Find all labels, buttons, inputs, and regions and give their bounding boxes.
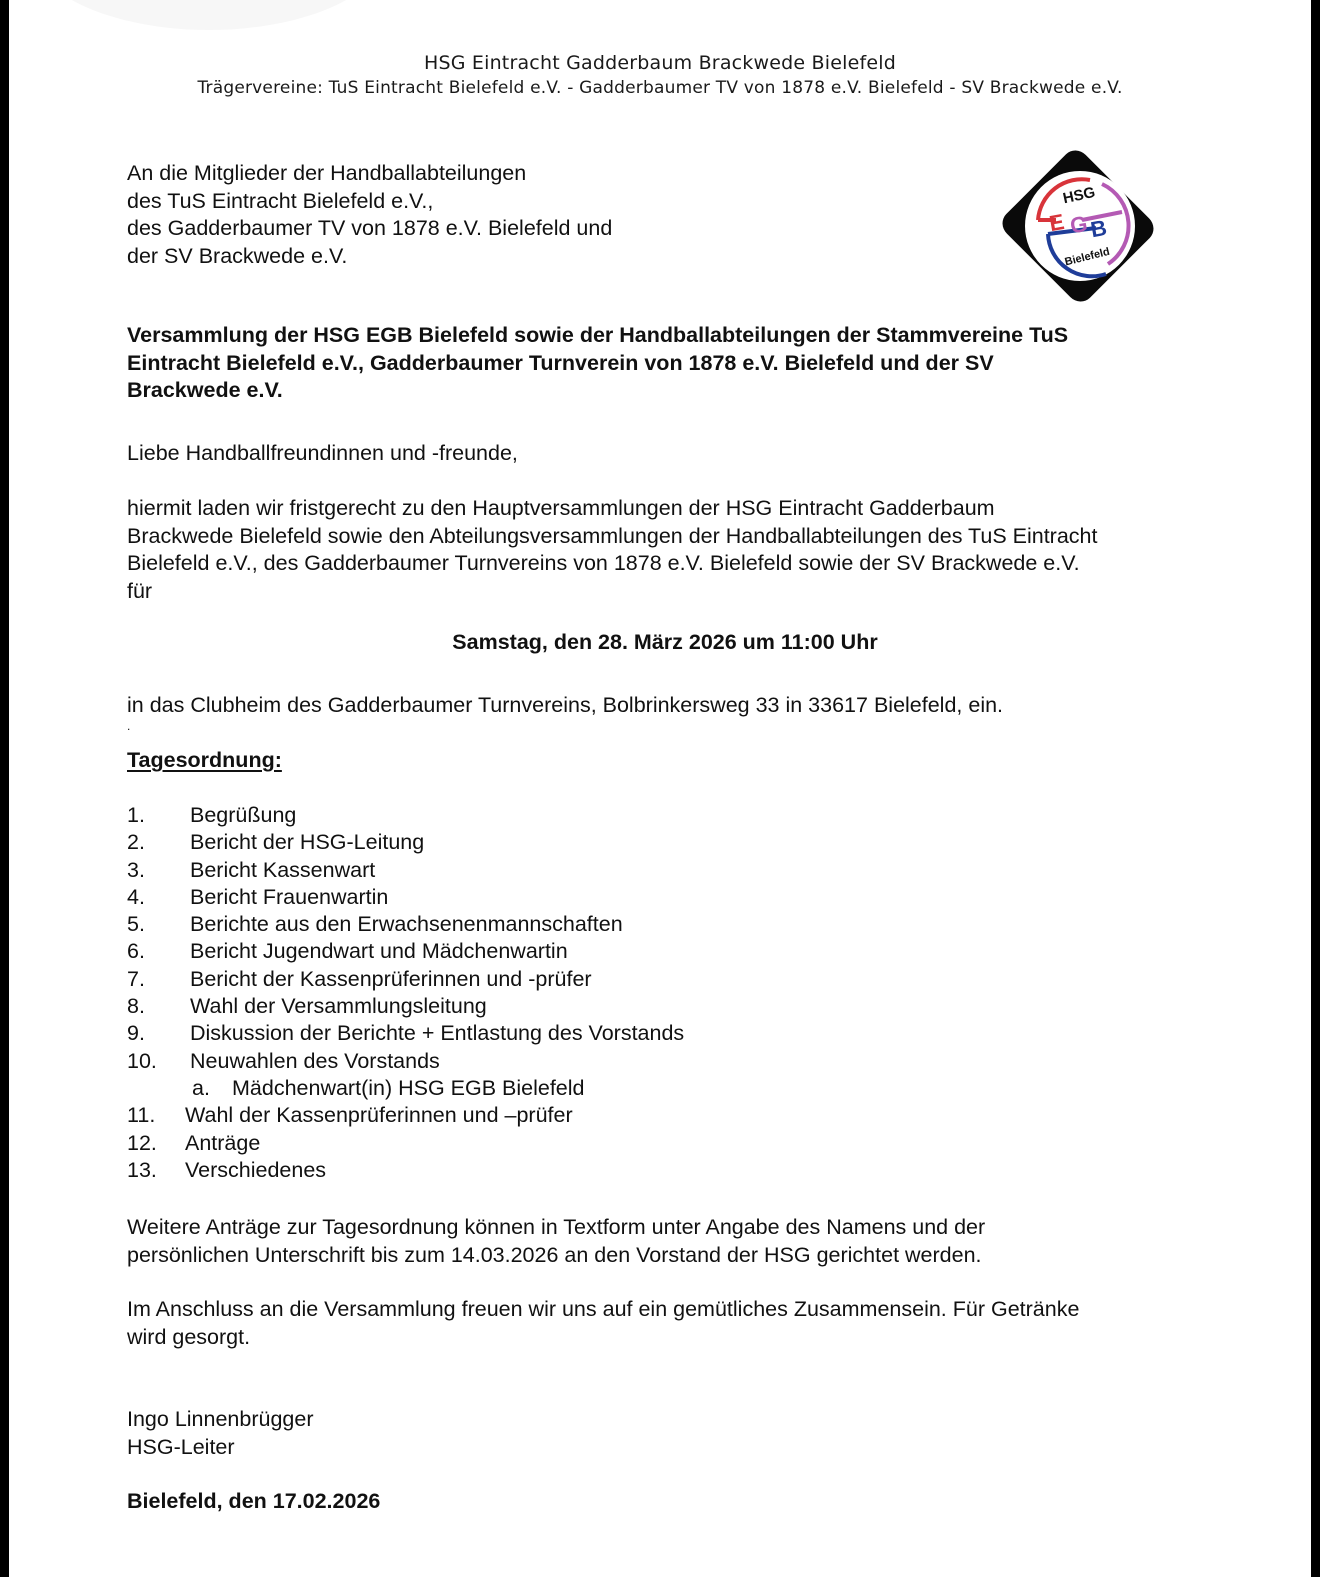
agenda-item-label: Berichte aus den Erwachsenenmannschaften [190,912,623,937]
place-and-date: Bielefeld, den 17.02.2026 [127,1489,381,1513]
further-motions-paragraph [127,1214,985,1269]
intro-line: hiermit laden wir fristgerecht zu den Hauptversammlungen der HSG Eintracht Gadderbaum [127,496,995,520]
agenda-item-label: Wahl der Versammlungsleitung [190,994,487,1019]
logo-letter-b: B [1088,214,1109,243]
meeting-location: in das Clubheim des Gadderbaumer Turnvereins, Bolbrinkersweg 33 in 33617 Bielefeld, ein. [127,693,1004,717]
agenda-item-number: 2. [127,830,145,855]
letterhead-title: HSG Eintracht Gadderbaum Brackwede Bielefeld [423,52,897,74]
signature-block [127,1406,314,1461]
intro-line: für [127,578,153,603]
intro-line: Bielefeld e.V., des Gadderbaumer Turnvereins von 1878 e.V. Bielefeld sowie der SV Brackwede e.V. [127,551,1080,575]
letterhead-subtitle: Trägervereine: TuS Eintracht Bielefeld e.V. - Gadderbaumer TV von 1878 e.V. Bielefeld - SV Brackwede e.V. [197,78,1123,98]
agenda-item-number: 9. [127,1021,145,1046]
subject-line: Versammlung der HSG EGB Bielefeld sowie der Handballabteilungen der Stammvereine TuS [127,323,1069,347]
agenda-item-label: Wahl der Kassenprüferinnen und –prüfer [185,1103,573,1128]
closing-paragraph [127,1296,1079,1351]
signer-role: HSG-Leiter [127,1434,235,1459]
right-frame-edge [1311,0,1320,1577]
agenda-item-label: Bericht der HSG-Leitung [190,830,425,855]
greeting: Liebe Handballfreundinnen und -freunde, [127,441,518,465]
agenda-item-label: Diskussion der Berichte + Entlastung des Vorstands [190,1021,685,1046]
subject-line: Brackwede e.V. [127,378,283,402]
agenda-item-label: Bericht Frauenwartin [190,884,389,909]
left-frame-edge [0,0,9,1577]
hsg-egb-logo-icon [992,146,1164,306]
agenda-item-number: 7. [127,966,145,991]
meeting-date: Samstag, den 28. März 2026 um 11:00 Uhr [452,630,878,654]
agenda-item-number: 10. [127,1048,157,1073]
agenda-item-label: Neuwahlen des Vorstands [190,1048,440,1073]
intro-line: Brackwede Bielefeld sowie den Abteilungsversammlungen der Handballabteilungen des TuS Eintracht [127,523,1098,548]
page-shadow [29,0,389,30]
further-motions-line: persönlichen Unterschrift bis zum 14.03.2026 an den Vorstand der HSG gerichtet werden. [127,1242,982,1267]
closing-line: Im Anschluss an die Versammlung freuen wir uns auf ein gemütliches Zusammensein. Für Getränke [127,1297,1080,1321]
logo-letter-e: E [1047,209,1067,237]
agenda-item-number: 1. [127,803,145,827]
agenda-item-number: 6. [127,939,145,964]
logo-hsg-text: HSG [1061,183,1097,208]
subject-line: Eintracht Bielefeld e.V., Gadderbaumer Turnverein von 1878 e.V. Bielefeld und der SV [127,350,994,375]
agenda-item-label: Bericht Kassenwart [190,857,376,882]
agenda-item-label: Begrüßung [190,803,297,827]
logo-letter-g: G [1068,210,1090,239]
stray-dot: . [127,719,131,733]
recipient-line: der SV Brackwede e.V. [127,243,348,268]
recipient-line: des TuS Eintracht Bielefeld e.V., [127,188,434,213]
logo-bielefeld-text: Bielefeld [1063,245,1111,269]
agenda-item-number: 3. [127,857,145,882]
agenda-item-number: 13. [127,1157,157,1182]
agenda-item-number: 11. [127,1103,156,1128]
recipients-block [127,160,612,270]
agenda-item-number: 5. [127,912,145,937]
agenda-item-label: Bericht der Kassenprüferinnen und -prüfer [190,966,592,991]
agenda-item-number: 4. [127,884,145,909]
agenda-item-number: 8. [127,994,145,1019]
further-motions-line: Weitere Anträge zur Tagesordnung können in Textform unter Angabe des Namens und der [127,1215,986,1239]
agenda-item-label: Bericht Jugendwart und Mädchenwartin [190,939,568,964]
agenda-subitem-label: Mädchenwart(in) HSG EGB Bielefeld [232,1075,585,1100]
closing-line: wird gesorgt. [127,1324,251,1349]
recipient-line: des Gadderbaumer TV von 1878 e.V. Bielefeld und [127,216,613,240]
document-page [9,0,1311,1577]
recipient-line: An die Mitglieder der Handballabteilungen [127,161,527,185]
subject-heading [127,322,1068,405]
agenda-item-label: Verschiedenes [185,1157,327,1182]
intro-paragraph [127,495,1097,605]
agenda-item-label: Anträge [185,1130,261,1155]
agenda-heading: Tagesordnung: [127,748,282,772]
agenda-item-number: 12. [127,1130,157,1155]
agenda-subitem-letter: a. [192,1075,210,1100]
signer-name: Ingo Linnenbrügger [127,1407,314,1431]
